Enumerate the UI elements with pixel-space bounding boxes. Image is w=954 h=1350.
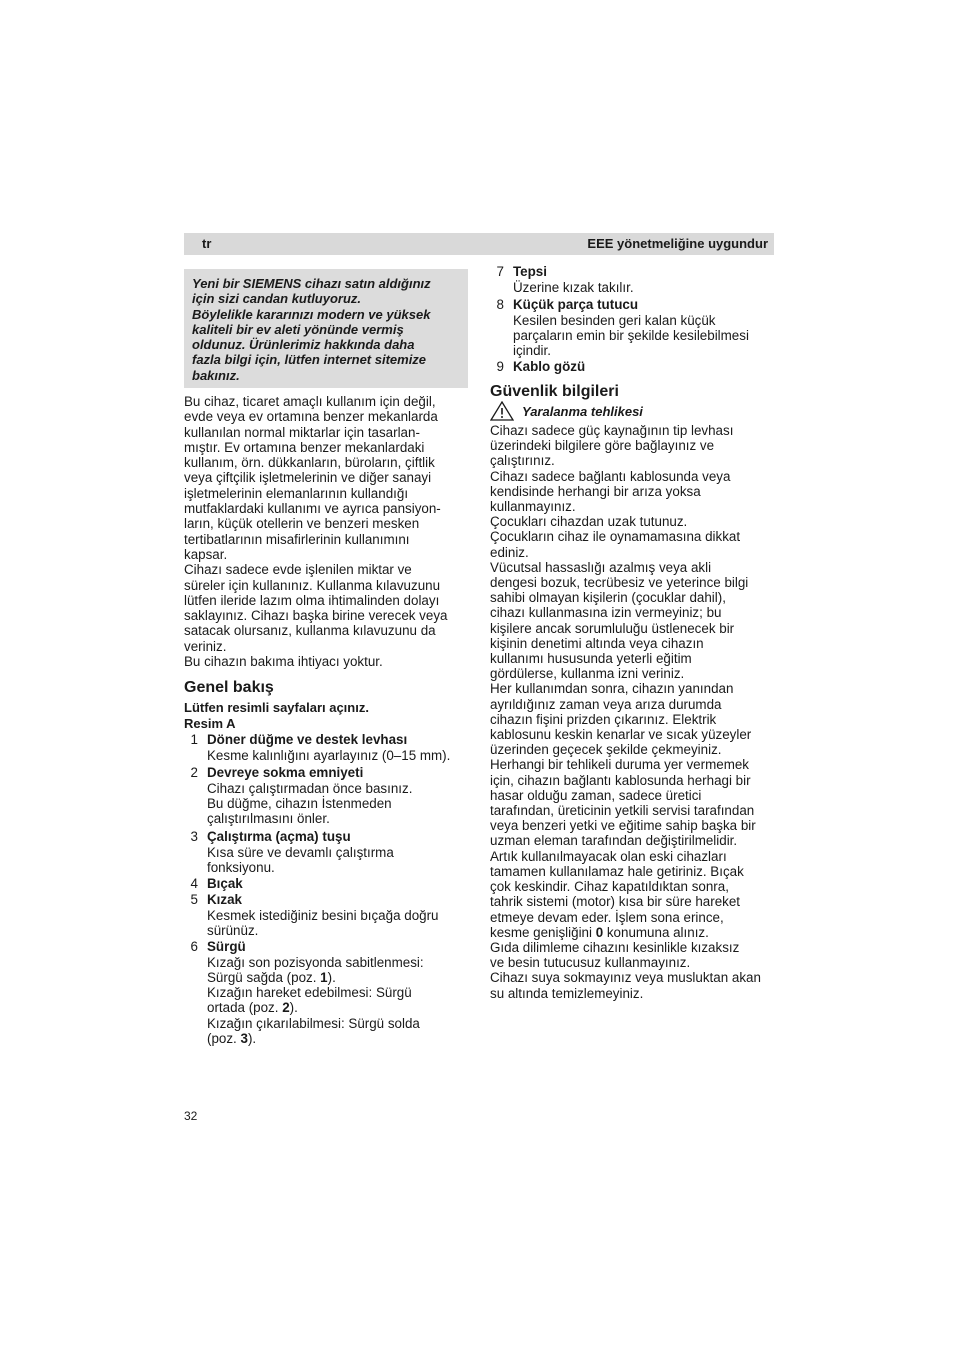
header-bar	[184, 233, 774, 255]
overview-instruction: Lütfen resimli sayfaları açınız.	[184, 700, 369, 715]
item-description-line: Üzerine kızak takılır.	[513, 279, 634, 295]
page-number: 32	[184, 1109, 198, 1123]
safety-line: kendisinde herhangi bir arıza yoksa	[490, 483, 701, 499]
safety-line: Çocukların cihaz ile oynamamasına dikkat	[490, 529, 741, 545]
safety-line: Çocukları cihazdan uzak tutunuz.	[490, 514, 688, 530]
usage-line: kullanım, örn. dükkanların, büroların, çiftlik	[184, 455, 435, 471]
item-description	[207, 845, 475, 876]
usage-line: süreler için kullanınız. Kullanma kılavuzunu	[184, 577, 441, 593]
item-description	[513, 280, 781, 295]
item-title: Bıçak	[207, 876, 243, 891]
item-number: 3	[190, 829, 198, 844]
item-description-line: çalıştırılmasını önler.	[207, 811, 330, 827]
safety-line: cihazın fişini prizden çıkarınız. Elektrik	[490, 711, 717, 727]
item-number: 2	[190, 765, 198, 780]
usage-line: mıştır. Ev ortamına benzer mekanlardaki	[184, 439, 425, 455]
item-description	[207, 781, 475, 827]
item-title: Sürgü	[207, 939, 246, 954]
safety-line: için, cihazın bağlantı kablosunda herhagi bir	[490, 772, 751, 788]
safety-text	[490, 423, 774, 1001]
usage-line: Bu cihaz, ticaret amaçlı kullanım için değil,	[184, 394, 436, 409]
safety-line: çalıştırınız.	[490, 453, 555, 469]
item-title: Çalıştırma (açma) tuşu	[207, 829, 351, 844]
item-description	[207, 955, 475, 1047]
safety-line: kesme genişliğini 0 konumuna alınız.	[490, 924, 709, 940]
usage-paragraph	[184, 394, 470, 669]
item-number: 6	[190, 939, 198, 954]
safety-line: çok keskindir. Cihaz kapatıldıktan sonra,	[490, 879, 729, 895]
warning-label: Yaralanma tehlikesi	[522, 404, 643, 419]
intro-box	[184, 269, 468, 388]
language-code: tr	[202, 236, 212, 251]
usage-line: kapsar.	[184, 546, 228, 562]
safety-line: gördülerse, kullanma izni veriniz.	[490, 666, 685, 682]
safety-line: tarafından, üreticinin yetkili servisi tarafından	[490, 803, 755, 819]
item-description-line: Bu düğme, cihazın İstenmeden	[207, 795, 392, 811]
usage-line: veriniz.	[184, 638, 227, 654]
safety-line: Vücutsal hassaslığı azalmış veya akli	[490, 559, 712, 575]
safety-line: tamamen kullanılamaz hale getiriniz. Bıçak	[490, 863, 744, 879]
usage-line: tertibatlarının misafirlerinin kullanımını	[184, 531, 410, 547]
safety-line: uzman eleman tarafından değiştirilmelidir.	[490, 833, 738, 849]
item-description-line: (poz. 3).	[207, 1030, 257, 1046]
item-description-line: içindir.	[513, 343, 551, 359]
safety-line: üzerindeki bilgilere göre bağlayınız ve	[490, 438, 715, 454]
safety-line: dengesi bozuk, tecrübesiz ve yeterince bilgi	[490, 575, 749, 591]
intro-line: fazla bilgi için, lütfen internet sitemize	[192, 352, 427, 368]
item-description-line: fonksiyonu.	[207, 859, 275, 875]
intro-line: kaliteli bir ev aleti yönünde vermiş	[192, 321, 404, 337]
item-title: Küçük parça tutucu	[513, 297, 639, 312]
usage-line: mutfaklardaki kullanımı ve ayrıca pansiyon-	[184, 501, 441, 517]
item-description-line: Kızağın hareket edebilmesi: Sürgü	[207, 985, 412, 1001]
item-title: Devreye sokma emniyeti	[207, 765, 364, 780]
item-description-line: Cihazı çalıştırmadan önce basınız.	[207, 780, 413, 796]
safety-line: kullanmayınız.	[490, 499, 576, 515]
usage-line: lütfen ileride lazım olma ihtimalinden dolayı	[184, 592, 440, 608]
item-description	[207, 908, 475, 939]
intro-line: Yeni bir SIEMENS cihazı satın aldığınız	[192, 276, 431, 291]
safety-line: ayrıldığınız zaman veya arıza durumda	[490, 696, 722, 712]
safety-line: Cihazı suya sokmayınız veya musluktan akan	[490, 970, 761, 986]
safety-line: Artık kullanılmayacak olan eski cihazları	[490, 848, 727, 864]
item-number: 4	[190, 876, 198, 891]
figure-label: Resim A	[184, 716, 236, 731]
item-description-line: Kızağı son pozisyonda sabitlenmesi:	[207, 954, 424, 970]
safety-heading: Güvenlik bilgileri	[490, 383, 619, 400]
safety-line: ediniz.	[490, 544, 529, 560]
safety-line: üzerinden geçecek şekilde çekmeyiniz.	[490, 742, 722, 758]
safety-line: Cihazı sadece bağlantı kablosunda veya	[490, 468, 731, 484]
item-description-line: parçaların emin bir şekilde kesilebilmesi	[513, 327, 749, 343]
item-description-line: Kesme kalınlığını ayarlayınız (0–15 mm).	[207, 747, 451, 763]
safety-line: tahrik sistemi (motor) kısa bir süre hareket	[490, 894, 741, 910]
usage-line: ların, küçük otellerin ve benzeri mesken	[184, 516, 420, 532]
item-number: 1	[190, 732, 198, 747]
usage-line: saklayınız. Cihazı başka birine verecek veya	[184, 608, 448, 624]
usage-line: veya çiftçilik işletmelerinin ve diğer sanayi	[184, 470, 432, 486]
safety-line: hasar olduğu zaman, sadece üretici	[490, 787, 702, 803]
safety-line: Cihazı sadece güç kaynağının tip levhası	[490, 423, 734, 438]
warning-triangle-icon	[490, 401, 514, 421]
overview-heading: Genel bakış	[184, 679, 274, 696]
safety-line: cihazı kullanmasına izin vermeyiniz; bu	[490, 605, 722, 621]
item-title: Döner düğme ve destek levhası	[207, 732, 408, 747]
item-description-line: Kesmek istediğiniz besini bıçağa doğru	[207, 907, 439, 923]
usage-line: kullanılan normal miktarlar için tasarlan-	[184, 424, 420, 440]
usage-line: Cihazı sadece evde işlenilen miktar ve	[184, 562, 412, 578]
item-description-line: Kesilen besinden geri kalan küçük	[513, 312, 716, 328]
safety-line: Herhangi bir tehlikeli duruma yer vermemek	[490, 757, 749, 773]
safety-line: kablosunu keskin kenarlar ve sıcak yüzeyler	[490, 727, 752, 743]
item-description-line: Kızağın çıkarılabilmesi: Sürgü solda	[207, 1015, 420, 1031]
compliance-note: EEE yönetmeliğine uygundur	[587, 236, 768, 251]
item-title: Tepsi	[513, 264, 547, 279]
usage-line: satacak olursanız, kullanma kılavuzunu da	[184, 623, 436, 639]
item-number: 8	[496, 297, 504, 312]
safety-line: Gıda dilimleme cihazını kesinlikle kızaksız	[490, 939, 740, 955]
safety-line: kişinin denetimi altında veya cihazın	[490, 635, 704, 651]
safety-line: Her kullanımdan sonra, cihazın yanından	[490, 681, 734, 697]
item-number: 7	[496, 264, 504, 279]
item-description-line: Kısa süre ve devamlı çalıştırma	[207, 844, 394, 860]
usage-line: işletmelerinin elemanlarının kullandığı	[184, 485, 409, 501]
usage-line: Bu cihazın bakıma ihtiyacı yoktur.	[184, 654, 383, 670]
safety-line: su altında temizlemeyiniz.	[490, 985, 644, 1001]
item-description-line: Sürgü sağda (poz. 1).	[207, 969, 336, 985]
item-title: Kızak	[207, 892, 242, 907]
safety-line: ve besin tutucusuz kullanmayınız.	[490, 955, 691, 971]
safety-line: veya benzeri yetki ve eğitime sahip başka bir	[490, 818, 756, 834]
usage-line: evde veya ev ortamına benzer mekanlarda	[184, 409, 438, 425]
safety-line: sahibi olmayan kişilerin (çocuklar dahil),	[490, 590, 726, 606]
intro-line: Böylelikle kararınızı modern ve yüksek	[192, 306, 431, 322]
safety-line: kullanımı hususunda yeterli eğitim	[490, 651, 692, 667]
item-description-line: sürünüz.	[207, 922, 259, 938]
item-description-line: ortada (poz. 2).	[207, 1000, 298, 1016]
safety-line: kişilere ancak sorumluluğu üstlenecek bir	[490, 620, 735, 636]
intro-line: bakınız.	[192, 367, 240, 383]
intro-line: için sizi candan kutluyoruz.	[192, 291, 362, 307]
item-title: Kablo gözü	[513, 359, 586, 374]
item-number: 5	[190, 892, 198, 907]
intro-line: oldunuz. Ürünlerimiz hakkında daha	[192, 337, 415, 353]
item-number: 9	[496, 359, 504, 374]
item-description	[207, 748, 475, 763]
item-description	[513, 313, 781, 359]
safety-line: etmeye devam eder. İşlem sona erince,	[490, 909, 724, 925]
